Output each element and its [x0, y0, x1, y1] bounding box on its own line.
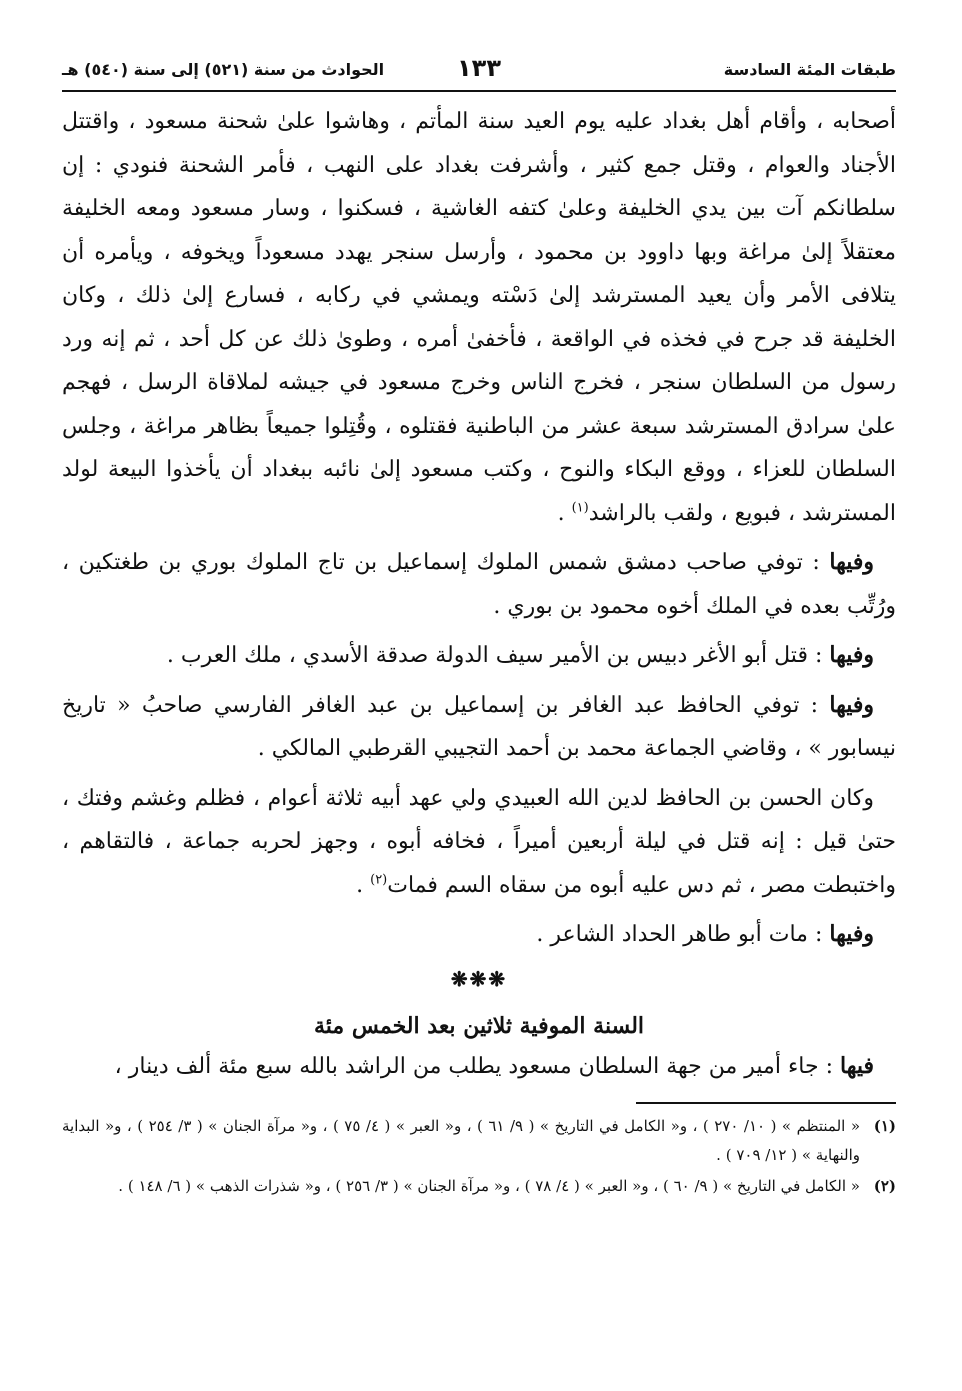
footnote-ref-2[interactable]: (٢) [370, 872, 388, 888]
footnote-number: (٢) [873, 1177, 896, 1195]
paragraph-1-end: . [557, 500, 572, 526]
label-fiha: وفيها [829, 642, 874, 668]
label-fiha: وفيها [829, 549, 874, 575]
book-title: طبقات المئة السادسة [723, 60, 896, 79]
paragraph-5-text: وكان الحسن بن الحافظ لدين الله العبيدي ولي عهد أبيه ثلاثة أعوام ، فظلم وغشم وفتك ، حتىٰ قيل : إنه قتل في ليلة أربعين أميراً ، فخافه أبوه ، وجهز لحربه جماعة ، فالتقاهم ، واختبطت مصر ، ثم دس عليه أبوه من سقاه السم فمات [62, 785, 896, 898]
paragraph-2-text: : توفي صاحب دمشق شمس الملوك إسماعيل بن تاج الملوك بوري بن طغتكين ، ورُتِّب بعده في الملك أخوه محمود بن بوري . [62, 550, 896, 619]
label-fiha: فيها [840, 1052, 874, 1079]
footnote-rule [636, 1102, 896, 1104]
section-range: الحوادث من سنة (٥٢١) إلى سنة (٥٤٠) هـ [62, 60, 385, 79]
label-fiha: وفيها [829, 691, 874, 718]
paragraph-5-end: . [356, 872, 371, 898]
page-number: ١٣٣ [457, 54, 501, 82]
header-rule [62, 90, 896, 92]
paragraph-2 [62, 541, 896, 628]
footnote-2 [62, 1172, 896, 1201]
paragraph-3-text: : قتل أبو الأغر دبيس بن الأمير سيف الدولة صدقة الأسدي ، ملك العرب . [166, 643, 830, 668]
paragraph-5 [62, 777, 896, 908]
label-fiha: وفيها [829, 921, 874, 947]
paragraph-4 [62, 684, 896, 771]
paragraph-7-text: : جاء أمير من جهة السلطان مسعود يطلب من الراشد بالله سبع مئة ألف دينار ، [114, 1053, 840, 1079]
running-header [62, 56, 896, 90]
footnote-1 [62, 1112, 896, 1170]
paragraph-3 [62, 634, 896, 678]
paragraph-1 [62, 100, 896, 535]
footnote-ref-1[interactable]: (١) [571, 500, 589, 516]
footnote-number: (١) [873, 1117, 896, 1135]
paragraph-6 [62, 913, 896, 957]
paragraph-6-text: : مات أبو طاهر الحداد الشاعر . [536, 922, 830, 947]
paragraph-7 [62, 1045, 896, 1089]
section-divider-stars: ❋❋❋ [450, 966, 508, 991]
year-heading: السنة الموفية ثلاثين بعد الخمس مئة [313, 1012, 645, 1039]
paragraph-4-text: : توفي الحافظ عبد الغافر بن إسماعيل بن عبد الغافر الفارسي صاحبُ « تاريخ نيسابور » ، وقاضي الجماعة محمد بن أحمد التجيبي القرطبي المالكي . [62, 692, 896, 761]
footnote-text: « الكامل في التاريخ » ( ٩/ ٦٠ ) ، و« العبر » ( ٤/ ٧٨ ) ، و« مرآة الجنان » ( ٣/ ٢٥٦ ) ، و« شذرات الذهب » ( ٦/ ١٤٨ ) . [118, 1177, 860, 1195]
footnote-text: « المنتظم » ( ١٠/ ٢٧٠ ) ، و« الكامل في التاريخ » ( ٩/ ٦١ ) ، و« العبر » ( ٤/ ٧٥ ) ، و« مرآة الجنان » ( ٣/ ٢٥٤ ) ، و« البداية والنهاية » ( ١٢/ ٧٠٩ ) . [62, 1117, 861, 1164]
paragraph-1-text: أصحابه ، وأقام أهل بغداد عليه يوم العيد سنة المأتم ، وهاشوا علىٰ شحنة مسعود ، واقتتل الأجناد والعوام ، وقتل جمع كثير ، وأشرفت بغداد على النهب ، فأمر الشحنة فنودي : إن سلطانكم آت بين يدي الخليفة وعلىٰ كتفه الغاشية ، فسكنوا ، وسار مسعود ومعه الخليفة معتقلاً إلىٰ مراغة وبها داوود بن محمود ، وأرسل سنجر يهدد مسعوداً ويخوفه ، ويأمره أن يتلافى الأمر وأن يعيد المسترشد إلىٰ دَسْته ويمشي في ركابه ، فسارع إلىٰ ذلك ، وكان الخليفة قد جرح في فخذه في الواقعة ، فأخفىٰ أمره ، وطوىٰ ذلك عن كل أحد ، ثم إنه ورد رسول من السلطان سنجر ، فخرج الناس وخرج مسعود في جيشه لملاقاة الرسل ، فهجم علىٰ سرادق المسترشد سبعة عشر من الباطنية فقتلوه ، وقُتِلوا جميعاً بظاهر مراغة ، وجلس السلطان للعزاء ، ووقع البكاء والنوح ، وكتب مسعود إلىٰ نائبه ببغداد أن يأخذوا البيعة لولد المسترشد ، فبويع ، ولقب بالراشد [62, 109, 896, 526]
book-page [62, 56, 896, 1203]
